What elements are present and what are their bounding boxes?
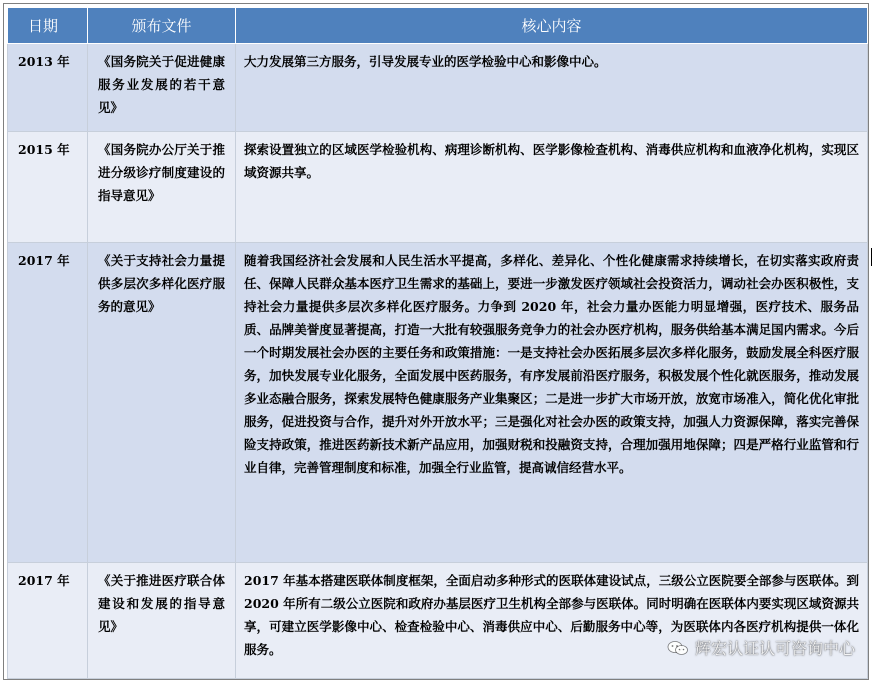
row-document: 《国务院办公厅关于推进分级诊疗制度建设的指导意见》 bbox=[88, 132, 236, 243]
row-content: 大力发展第三方服务，引导发展专业的医学检验中心和影像中心。 bbox=[236, 44, 868, 132]
row-document: 《关于推进医疗联合体建设和发展的指导意见》 bbox=[88, 563, 236, 679]
header-content: 核心内容 bbox=[236, 8, 868, 44]
row-document: 《国务院关于促进健康服务业发展的若干意见》 bbox=[88, 44, 236, 132]
row-content: 探索设置独立的区域医学检验机构、病理诊断机构、医学影像检查机构、消毒供应机构和血液净化机构，实现区域资源共享。 bbox=[236, 132, 868, 243]
row-year: 2017 年 bbox=[8, 243, 88, 563]
table-row bbox=[8, 563, 868, 679]
header-document: 颁布文件 bbox=[88, 8, 236, 44]
text-cursor bbox=[871, 248, 872, 266]
policy-table bbox=[7, 7, 868, 679]
row-year: 2015 年 bbox=[8, 132, 88, 243]
header-date: 日期 bbox=[8, 8, 88, 44]
row-document: 《关于支持社会力量提供多层次多样化医疗服务的意见》 bbox=[88, 243, 236, 563]
table-header-row bbox=[8, 8, 868, 44]
table-row bbox=[8, 243, 868, 563]
watermark bbox=[667, 636, 855, 659]
row-year: 2017 年 bbox=[8, 563, 88, 679]
table-row bbox=[8, 44, 868, 132]
wechat-icon bbox=[667, 640, 689, 656]
table-row bbox=[8, 132, 868, 243]
row-year: 2013 年 bbox=[8, 44, 88, 132]
watermark-text: 辉宏认证认可咨询中心 bbox=[694, 639, 855, 658]
row-content: 随着我国经济社会发展和人民生活水平提高，多样化、差异化、个性化健康需求持续增长，在切实落实政府责任、保障人民群众基本医疗卫生需求的基础上，要进一步激发医疗领域社会投资活力，调动社会办医积极性，支持社会力量提供多层次多样化医疗服务。力争到 2020 年，社会力量办医能力明显增强，医疗技术、服务品质、品牌美誉度显著提高，打造一大批有较强服务竞争力的社会办医疗机构，服务供给基本满足国内需求。今后一个时期发展社会办医的主要任务和政策措施：一是支持社会办医拓展多层次多样化服务，鼓励发展全科医疗服务，加快发展专业化服务，全面发展中医药服务，有序发展前沿医疗服务，积极发展个性化就医服务，推动发展多业态融合服务，探索发展特色健康服务产业集聚区；二是进一步扩大市场开放，放宽市场准入，简化优化审批服务，促进投资与合作，提升对外开放水平；三是强化对社会办医的政策支持，加强人力资源保障，落实完善保险支持政策，推进医药新技术新产品应用，加强财税和投融资支持，合理加强用地保障；四是严格行业监管和行业自律，完善管理制度和标准，加强全行业监管，提高诚信经营水平。 bbox=[236, 243, 868, 563]
row-content: 2017 年基本搭建医联体制度框架，全面启动多种形式的医联体建设试点，三级公立医院要全部参与医联体。到 2020 年所有二级公立医院和政府办基层医疗卫生机构全部参与医联体。同时明确在医联体内要实现区域资源共享，可建立医学影像中心、检查检验中心、消毒供应中心、后勤服务中心等，为医联体内各医疗机构提供一体化服务。 bbox=[236, 563, 868, 679]
